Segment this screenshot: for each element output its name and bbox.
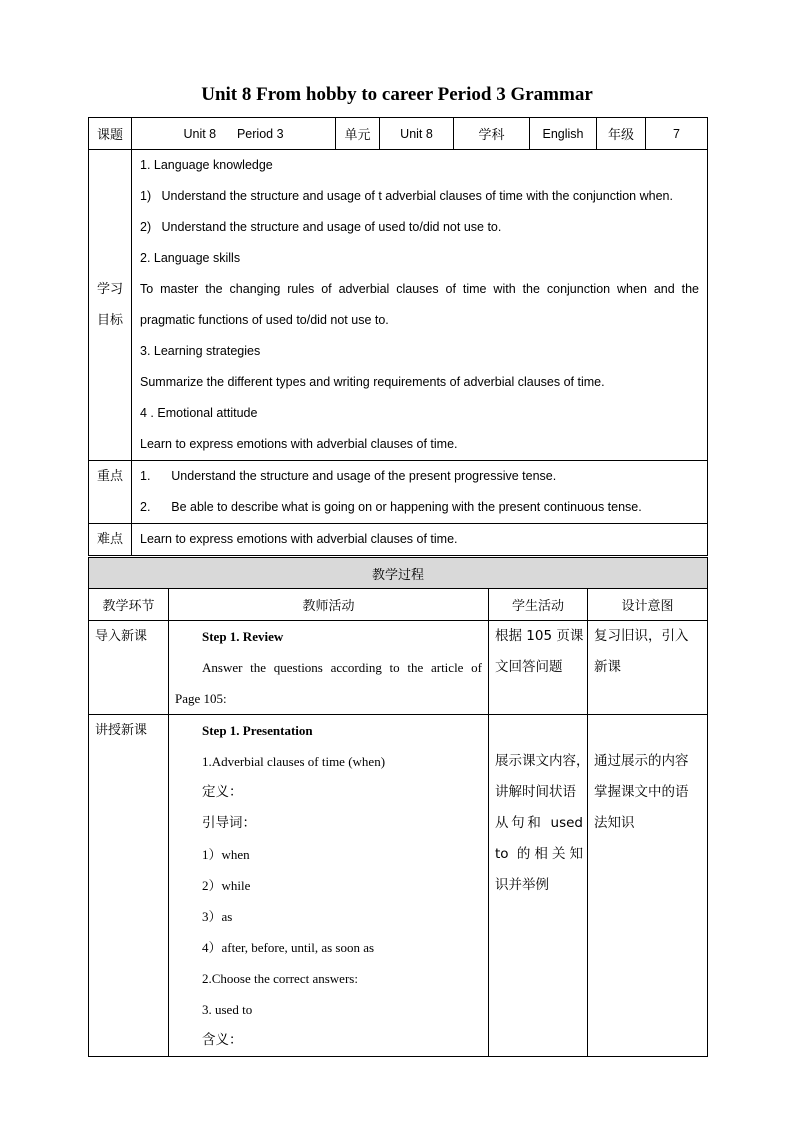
teacher-line: 含义：	[202, 1032, 243, 1048]
objective-line: pragmatic functions of used to/did not use to.	[140, 313, 389, 327]
purpose-line: 掌握课文中的语	[594, 784, 689, 800]
objective-line: 2) Understand the structure and usage of used to/did not use to.	[140, 220, 502, 234]
teach-purpose	[588, 715, 708, 1057]
keti-value: Unit 8 Period 3	[132, 118, 336, 150]
intro-teacher	[169, 621, 489, 715]
column-student: 学生活动	[489, 589, 588, 621]
teacher-line: 引导词：	[202, 815, 256, 831]
key-point-line: 2. Be able to describe what is going on or happening with the present continuous tense.	[140, 500, 642, 514]
objectives-label: 学习 目标	[89, 150, 132, 461]
student-line: 识并举例	[495, 877, 549, 893]
column-teacher: 教师活动	[169, 589, 489, 621]
teach-row	[89, 715, 708, 1057]
column-stage: 教学环节	[89, 589, 169, 621]
process-header: 教学过程	[89, 558, 708, 589]
xueke-label: 学科	[454, 118, 530, 150]
teacher-line: 3. used to	[202, 1002, 253, 1017]
teacher-line: 4）after, before, until, as soon as	[202, 940, 375, 955]
intro-purpose	[588, 621, 708, 715]
intro-student	[489, 621, 588, 715]
difficult-points-content	[132, 524, 708, 556]
teacher-line: 3）as	[202, 909, 233, 924]
teacher-line: Answer the questions according to the article of	[202, 660, 482, 675]
student-line: 文回答问题	[495, 659, 563, 675]
purpose-line: 法知识	[594, 815, 635, 831]
intro-stage: 导入新课	[89, 621, 169, 715]
process-columns-row	[89, 589, 708, 621]
danyuan-value: Unit 8	[380, 118, 454, 150]
teacher-line: Page 105:	[175, 691, 227, 706]
difficult-points-label: 难点	[89, 524, 132, 556]
teach-teacher	[169, 715, 489, 1057]
key-points-content	[132, 461, 708, 524]
student-line: 讲解时间状语	[495, 784, 576, 800]
teacher-line: 1）when	[202, 847, 250, 862]
intro-row	[89, 621, 708, 715]
page-title: Unit 8 From hobby to career Period 3 Grammar	[201, 84, 593, 105]
key-points-label: 重点	[89, 461, 132, 524]
teach-student	[489, 715, 588, 1057]
nianji-label: 年级	[597, 118, 646, 150]
student-line: 根据 105 页课	[495, 628, 584, 644]
student-line: 展示课文内容，	[495, 753, 590, 769]
teach-stage: 讲授新课	[89, 715, 169, 1057]
danyuan-label: 单元	[336, 118, 380, 150]
teacher-line: 1.Adverbial clauses of time (when)	[202, 754, 386, 769]
objective-line: 4 . Emotional attitude	[140, 406, 258, 420]
purpose-line: 新课	[594, 659, 621, 675]
teaching-process-table	[88, 557, 708, 1057]
key-point-line: 1. Understand the structure and usage of the present progressive tense.	[140, 469, 557, 483]
objective-line: 3. Learning strategies	[140, 344, 261, 358]
difficult-point-text: Learn to express emotions with adverbial clauses of time.	[140, 532, 458, 546]
nianji-value: 7	[646, 118, 708, 150]
objectives-row	[89, 150, 708, 461]
student-line: to 的相关知	[495, 846, 583, 862]
teacher-line: 定义：	[202, 784, 243, 800]
xueke-value: English	[530, 118, 597, 150]
objective-line: To master the changing rules of adverbial clauses of time with the conjunction when and the	[140, 282, 699, 296]
student-line: 从句和 used	[495, 815, 583, 831]
step-title: Step 1. Review	[202, 629, 284, 644]
header-row	[89, 118, 708, 150]
objectives-content	[132, 150, 708, 461]
process-header-row	[89, 558, 708, 589]
objective-line: 1. Language knowledge	[140, 158, 273, 172]
lesson-info-table	[88, 117, 708, 556]
keti-label: 课题	[89, 118, 132, 150]
teacher-line: 2）while	[202, 878, 251, 893]
key-points-row	[89, 461, 708, 524]
step-title: Step 1. Presentation	[202, 723, 313, 738]
teacher-line: 2.Choose the correct answers:	[202, 971, 358, 986]
purpose-line: 复习旧识，引入	[594, 628, 689, 644]
column-purpose: 设计意图	[588, 589, 708, 621]
objective-line: 1) Understand the structure and usage of t adverbial clauses of time with the conjunction when.	[140, 189, 673, 203]
purpose-line: 通过展示的内容	[594, 753, 689, 769]
objective-line: Learn to express emotions with adverbial clauses of time.	[140, 437, 458, 451]
objective-line: Summarize the different types and writing requirements of adverbial clauses of time.	[140, 375, 605, 389]
difficult-points-row	[89, 524, 708, 556]
objective-line: 2. Language skills	[140, 251, 241, 265]
